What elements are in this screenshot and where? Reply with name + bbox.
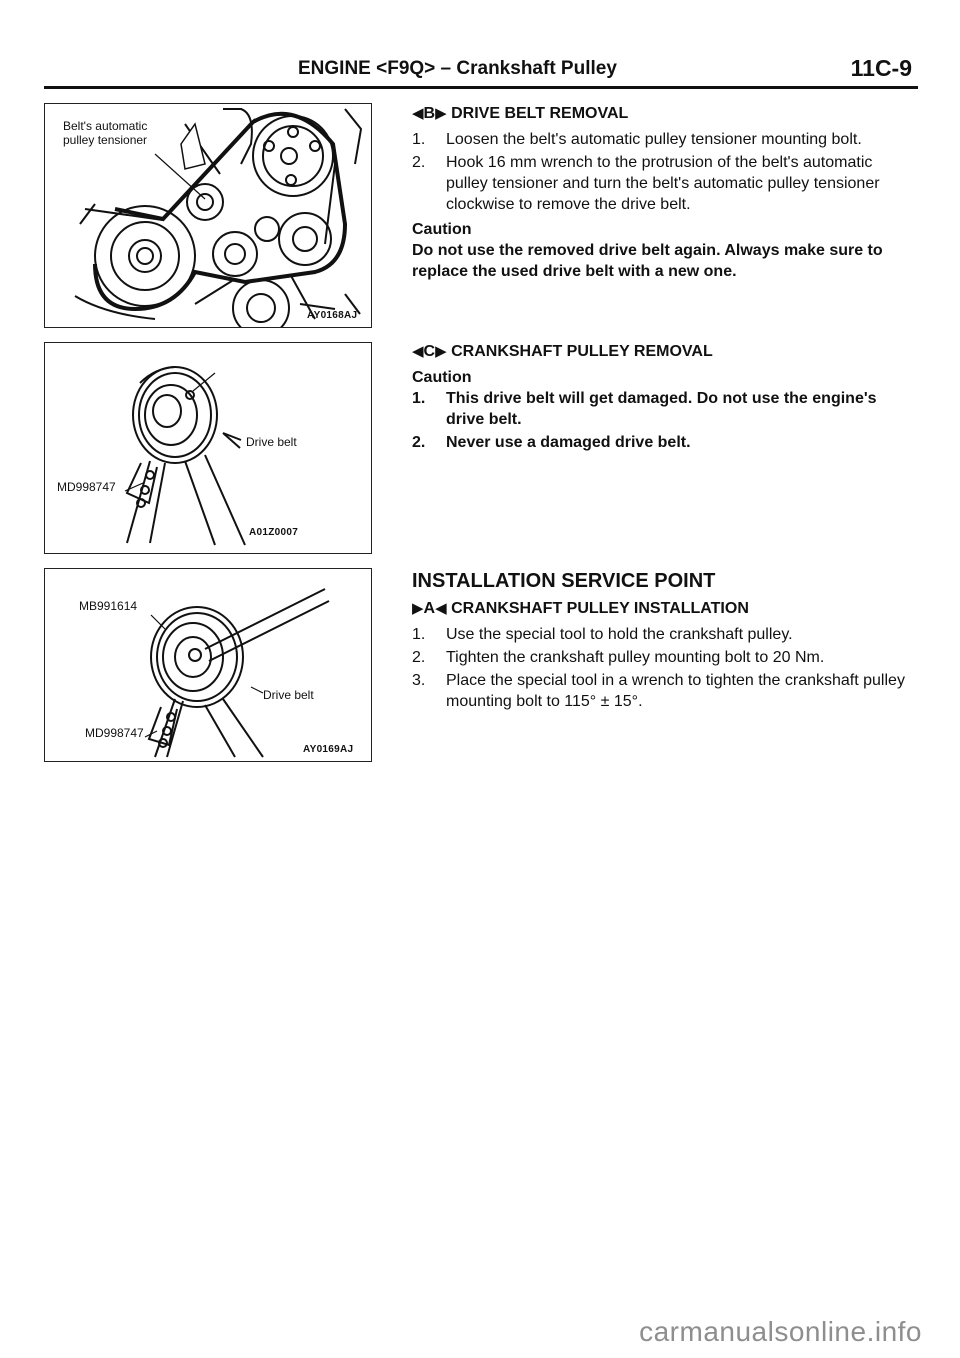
step-text: This drive belt will get damaged. Do not use the engine's drive belt. xyxy=(446,390,877,428)
step-list xyxy=(412,129,912,215)
step-text: Hook 16 mm wrench to the protrusion of the belt's automatic pulley tensioner and turn the belt's automatic pulley tensioner clockwise to remove the drive belt. xyxy=(446,154,880,213)
step-item xyxy=(412,624,912,645)
step-text: Never use a damaged drive belt. xyxy=(446,434,691,451)
section-crankshaft-removal xyxy=(412,341,912,455)
section-title: CRANKSHAFT PULLEY REMOVAL xyxy=(451,343,713,360)
right-arrow-icon: ▶ xyxy=(435,105,447,122)
caution-text: Do not use the removed drive belt again. Always make sure to replace the used drive belt with a new one. xyxy=(412,242,883,280)
installation-heading: INSTALLATION SERVICE POINT xyxy=(412,570,716,592)
step-number: 1. xyxy=(412,626,426,643)
left-arrow-icon: ◀ xyxy=(412,105,424,122)
step-number: 2. xyxy=(412,434,426,451)
step-number: 2. xyxy=(412,154,426,171)
step-number: 1. xyxy=(412,131,426,148)
figure-crankshaft-tools xyxy=(44,568,372,762)
caution-heading: Caution xyxy=(412,221,472,238)
caution-list xyxy=(412,388,912,453)
step-item xyxy=(412,152,912,215)
figure-code: AY0168AJ xyxy=(307,310,358,321)
pulley-tool-diagram xyxy=(45,343,371,553)
removal-marker: B xyxy=(423,105,436,122)
page-number: 11C-9 xyxy=(850,55,912,81)
watermark-text: carmanualsonline.info xyxy=(639,1316,922,1347)
removal-marker: C xyxy=(423,343,436,360)
drive-belt-label: Drive belt xyxy=(263,688,314,702)
caution-item xyxy=(412,432,912,453)
caution-heading: Caution xyxy=(412,369,472,386)
figure-belt-tensioner xyxy=(44,103,372,328)
page-title: ENGINE <F9Q> – Crankshaft Pulley xyxy=(298,58,617,79)
install-marker: A xyxy=(423,600,436,617)
section-drive-belt-removal xyxy=(412,103,912,282)
subsection-title: CRANKSHAFT PULLEY INSTALLATION xyxy=(451,600,749,617)
caution-item xyxy=(412,388,912,430)
step-text: Place the special tool in a wrench to tighten the crankshaft pulley mounting bolt to 115° ± 15°. xyxy=(446,672,905,710)
step-number: 2. xyxy=(412,649,426,666)
tool-md998747-label: MD998747 xyxy=(85,726,144,740)
page-header xyxy=(44,55,918,89)
section-heading xyxy=(412,341,912,362)
section-installation xyxy=(412,571,912,714)
drive-belt-label: Drive belt xyxy=(246,435,297,449)
tensioner-label-line2: pulley tensioner xyxy=(63,133,148,147)
step-text: Loosen the belt's automatic pulley tensioner mounting bolt. xyxy=(446,131,862,148)
step-number: 1. xyxy=(412,390,426,407)
step-list xyxy=(412,624,912,712)
figure-code: AY0169AJ xyxy=(303,744,354,755)
step-item xyxy=(412,670,912,712)
step-item xyxy=(412,129,912,150)
step-item xyxy=(412,647,912,668)
left-arrow-icon: ◀ xyxy=(435,600,447,617)
left-arrow-icon: ◀ xyxy=(412,343,424,360)
tool-md998747-label: MD998747 xyxy=(57,480,116,494)
step-text: Tighten the crankshaft pulley mounting bolt to 20 Nm. xyxy=(446,649,825,666)
figure-drive-belt-tool xyxy=(44,342,372,554)
figure-code: A01Z0007 xyxy=(249,527,299,538)
step-number: 3. xyxy=(412,672,426,689)
tool-mb991614-label: MB991614 xyxy=(79,599,138,613)
right-arrow-icon: ▶ xyxy=(412,600,424,617)
section-heading xyxy=(412,103,912,124)
right-arrow-icon: ▶ xyxy=(435,343,447,360)
subsection-heading xyxy=(412,598,912,619)
step-text: Use the special tool to hold the crankshaft pulley. xyxy=(446,626,793,643)
section-title: DRIVE BELT REMOVAL xyxy=(451,105,629,122)
tensioner-label-line1: Belt's automatic xyxy=(63,119,148,133)
